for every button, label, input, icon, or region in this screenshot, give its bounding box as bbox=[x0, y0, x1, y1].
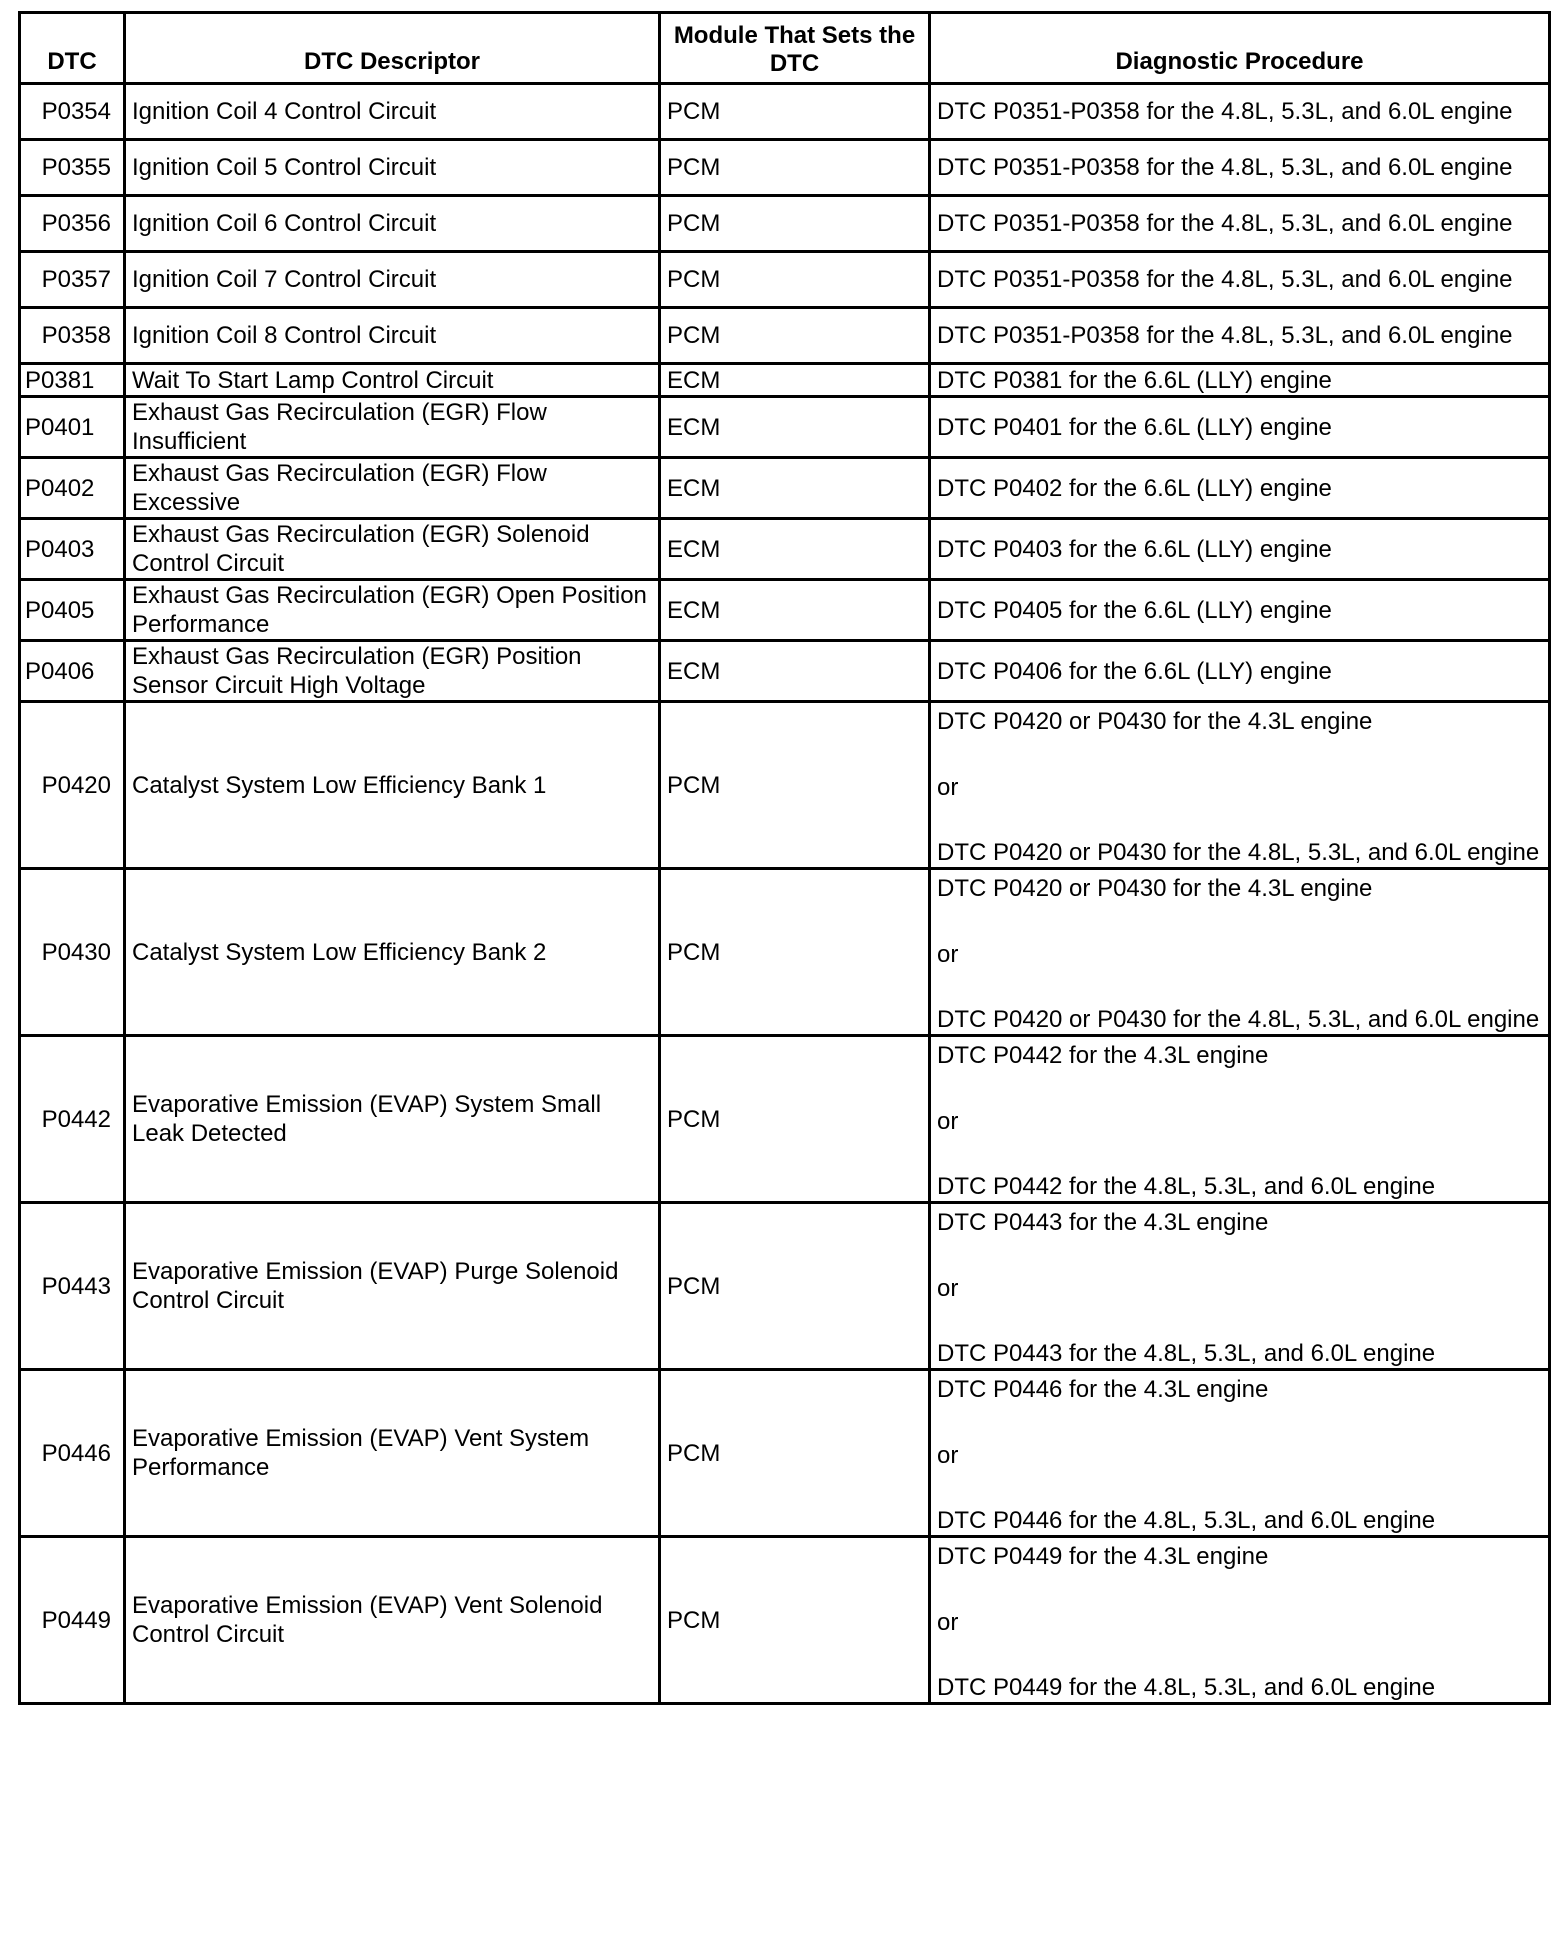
procedure-link-text: DTC P0351-P0358 for the 4.8L, 5.3L, and 6.0L engine bbox=[937, 98, 1513, 125]
dtc-descriptor-cell: Catalyst System Low Efficiency Bank 2 bbox=[125, 869, 660, 1036]
module-cell: PCM bbox=[660, 252, 930, 308]
procedure-or-text: or bbox=[937, 1609, 959, 1636]
procedure-link-text: DTC P0351-P0358 for the 4.8L, 5.3L, and 6.0L engine bbox=[937, 266, 1513, 293]
dtc-code-cell: P0420 bbox=[20, 702, 125, 869]
dtc-descriptor-cell: Exhaust Gas Recirculation (EGR) Open Position Performance bbox=[125, 580, 660, 641]
table-row bbox=[20, 641, 1550, 702]
module-cell: ECM bbox=[660, 519, 930, 580]
module-cell: PCM bbox=[660, 1537, 930, 1704]
procedure-link-text: DTC P0420 or P0430 for the 4.3L engine bbox=[937, 708, 1373, 735]
diagnostic-procedure-cell bbox=[930, 702, 1550, 869]
diagnostic-procedure-cell bbox=[930, 140, 1550, 196]
procedure-link-text: DTC P0402 for the 6.6L (LLY) engine bbox=[937, 474, 1332, 502]
header-descriptor: DTC Descriptor bbox=[125, 13, 660, 84]
module-cell: ECM bbox=[660, 364, 930, 397]
table-row bbox=[20, 869, 1550, 1036]
dtc-descriptor-cell: Ignition Coil 7 Control Circuit bbox=[125, 252, 660, 308]
procedure-link-text: DTC P0446 for the 4.8L, 5.3L, and 6.0L engine bbox=[937, 1507, 1436, 1534]
table-row bbox=[20, 84, 1550, 140]
procedure-link-text: DTC P0351-P0358 for the 4.8L, 5.3L, and 6.0L engine bbox=[937, 322, 1513, 349]
dtc-descriptor-cell: Ignition Coil 4 Control Circuit bbox=[125, 84, 660, 140]
procedure-or-text: or bbox=[937, 941, 959, 968]
diagnostic-procedure-cell bbox=[930, 196, 1550, 252]
dtc-descriptor-cell: Exhaust Gas Recirculation (EGR) Flow Excessive bbox=[125, 458, 660, 519]
procedure-or-text: or bbox=[937, 774, 959, 801]
module-cell: PCM bbox=[660, 702, 930, 869]
dtc-descriptor-cell: Evaporative Emission (EVAP) System Small Leak Detected bbox=[125, 1036, 660, 1203]
dtc-code-cell: P0403 bbox=[20, 519, 125, 580]
dtc-code-cell: P0356 bbox=[20, 196, 125, 252]
table-row bbox=[20, 252, 1550, 308]
diagnostic-procedure-cell bbox=[930, 1537, 1550, 1704]
header-row bbox=[20, 13, 1550, 84]
procedure-link-text: DTC P0401 for the 6.6L (LLY) engine bbox=[937, 413, 1332, 441]
diagnostic-procedure-cell bbox=[930, 1036, 1550, 1203]
procedure-link-text: DTC P0446 for the 4.3L engine bbox=[937, 1376, 1269, 1403]
table-row bbox=[20, 196, 1550, 252]
dtc-code-cell: P0401 bbox=[20, 397, 125, 458]
procedure-link-text: DTC P0420 or P0430 for the 4.8L, 5.3L, and 6.0L engine bbox=[937, 839, 1540, 866]
dtc-table-page bbox=[18, 11, 1548, 1705]
diagnostic-procedure-cell bbox=[930, 1370, 1550, 1537]
procedure-link-text: DTC P0351-P0358 for the 4.8L, 5.3L, and 6.0L engine bbox=[937, 210, 1513, 237]
table-row bbox=[20, 364, 1550, 397]
diagnostic-procedure-cell bbox=[930, 252, 1550, 308]
dtc-descriptor-cell: Catalyst System Low Efficiency Bank 1 bbox=[125, 702, 660, 869]
diagnostic-procedure-cell bbox=[930, 458, 1550, 519]
diagnostic-procedure-cell bbox=[930, 397, 1550, 458]
procedure-or-text: or bbox=[937, 1275, 959, 1302]
table-row bbox=[20, 1537, 1550, 1704]
diagnostic-procedure-cell bbox=[930, 580, 1550, 641]
header-module: Module That Sets the DTC bbox=[660, 13, 930, 84]
dtc-descriptor-cell: Exhaust Gas Recirculation (EGR) Solenoid Control Circuit bbox=[125, 519, 660, 580]
dtc-descriptor-cell: Wait To Start Lamp Control Circuit bbox=[125, 364, 660, 397]
diagnostic-procedure-cell bbox=[930, 1203, 1550, 1370]
procedure-link-text: DTC P0443 for the 4.3L engine bbox=[937, 1209, 1269, 1236]
dtc-code-cell: P0358 bbox=[20, 308, 125, 364]
procedure-link-text: DTC P0442 for the 4.8L, 5.3L, and 6.0L engine bbox=[937, 1173, 1436, 1200]
diagnostic-procedure-cell bbox=[930, 308, 1550, 364]
dtc-code-cell: P0443 bbox=[20, 1203, 125, 1370]
module-cell: PCM bbox=[660, 308, 930, 364]
dtc-descriptor-cell: Ignition Coil 6 Control Circuit bbox=[125, 196, 660, 252]
module-cell: PCM bbox=[660, 869, 930, 1036]
procedure-link-text: DTC P0351-P0358 for the 4.8L, 5.3L, and 6.0L engine bbox=[937, 154, 1513, 181]
procedure-link-text: DTC P0420 or P0430 for the 4.3L engine bbox=[937, 875, 1373, 902]
dtc-code-cell: P0446 bbox=[20, 1370, 125, 1537]
procedure-link-text: DTC P0406 for the 6.6L (LLY) engine bbox=[937, 657, 1332, 685]
dtc-code-cell: P0357 bbox=[20, 252, 125, 308]
dtc-code-cell: P0405 bbox=[20, 580, 125, 641]
procedure-link-text: DTC P0405 for the 6.6L (LLY) engine bbox=[937, 596, 1332, 624]
procedure-link-text: DTC P0381 for the 6.6L (LLY) engine bbox=[937, 366, 1332, 394]
dtc-descriptor-cell: Evaporative Emission (EVAP) Vent Solenoid Control Circuit bbox=[125, 1537, 660, 1704]
module-cell: PCM bbox=[660, 84, 930, 140]
dtc-descriptor-cell: Evaporative Emission (EVAP) Purge Solenoid Control Circuit bbox=[125, 1203, 660, 1370]
dtc-code-cell: P0354 bbox=[20, 84, 125, 140]
table-row bbox=[20, 140, 1550, 196]
table-row bbox=[20, 702, 1550, 869]
procedure-link-text: DTC P0420 or P0430 for the 4.8L, 5.3L, and 6.0L engine bbox=[937, 1006, 1540, 1033]
table-row bbox=[20, 397, 1550, 458]
dtc-descriptor-cell: Exhaust Gas Recirculation (EGR) Position Sensor Circuit High Voltage bbox=[125, 641, 660, 702]
module-cell: ECM bbox=[660, 641, 930, 702]
procedure-link-text: DTC P0449 for the 4.8L, 5.3L, and 6.0L engine bbox=[937, 1674, 1436, 1701]
table-row bbox=[20, 519, 1550, 580]
procedure-link-text: DTC P0442 for the 4.3L engine bbox=[937, 1042, 1269, 1069]
module-cell: PCM bbox=[660, 196, 930, 252]
module-cell: ECM bbox=[660, 397, 930, 458]
table-row bbox=[20, 1370, 1550, 1537]
diagnostic-procedure-cell bbox=[930, 641, 1550, 702]
dtc-code-cell: P0442 bbox=[20, 1036, 125, 1203]
procedure-link-text: DTC P0443 for the 4.8L, 5.3L, and 6.0L engine bbox=[937, 1340, 1436, 1367]
module-cell: PCM bbox=[660, 1370, 930, 1537]
header-procedure: Diagnostic Procedure bbox=[930, 13, 1550, 84]
dtc-descriptor-cell: Ignition Coil 8 Control Circuit bbox=[125, 308, 660, 364]
dtc-code-cell: P0449 bbox=[20, 1537, 125, 1704]
module-cell: PCM bbox=[660, 1036, 930, 1203]
dtc-code-cell: P0406 bbox=[20, 641, 125, 702]
module-cell: ECM bbox=[660, 458, 930, 519]
dtc-table bbox=[18, 11, 1551, 1705]
dtc-descriptor-cell: Ignition Coil 5 Control Circuit bbox=[125, 140, 660, 196]
header-dtc: DTC bbox=[20, 13, 125, 84]
procedure-or-text: or bbox=[937, 1442, 959, 1469]
procedure-link-text: DTC P0403 for the 6.6L (LLY) engine bbox=[937, 535, 1332, 563]
table-row bbox=[20, 1203, 1550, 1370]
table-row bbox=[20, 1036, 1550, 1203]
diagnostic-procedure-cell bbox=[930, 364, 1550, 397]
dtc-code-cell: P0381 bbox=[20, 364, 125, 397]
table-body bbox=[20, 84, 1550, 1704]
diagnostic-procedure-cell bbox=[930, 869, 1550, 1036]
procedure-link-text: DTC P0449 for the 4.3L engine bbox=[937, 1543, 1269, 1570]
dtc-code-cell: P0430 bbox=[20, 869, 125, 1036]
module-cell: ECM bbox=[660, 580, 930, 641]
table-row bbox=[20, 308, 1550, 364]
dtc-descriptor-cell: Exhaust Gas Recirculation (EGR) Flow Insufficient bbox=[125, 397, 660, 458]
table-row bbox=[20, 458, 1550, 519]
procedure-or-text: or bbox=[937, 1108, 959, 1135]
module-cell: PCM bbox=[660, 140, 930, 196]
dtc-code-cell: P0402 bbox=[20, 458, 125, 519]
module-cell: PCM bbox=[660, 1203, 930, 1370]
dtc-code-cell: P0355 bbox=[20, 140, 125, 196]
diagnostic-procedure-cell bbox=[930, 519, 1550, 580]
diagnostic-procedure-cell bbox=[930, 84, 1550, 140]
table-row bbox=[20, 580, 1550, 641]
dtc-descriptor-cell: Evaporative Emission (EVAP) Vent System Performance bbox=[125, 1370, 660, 1537]
